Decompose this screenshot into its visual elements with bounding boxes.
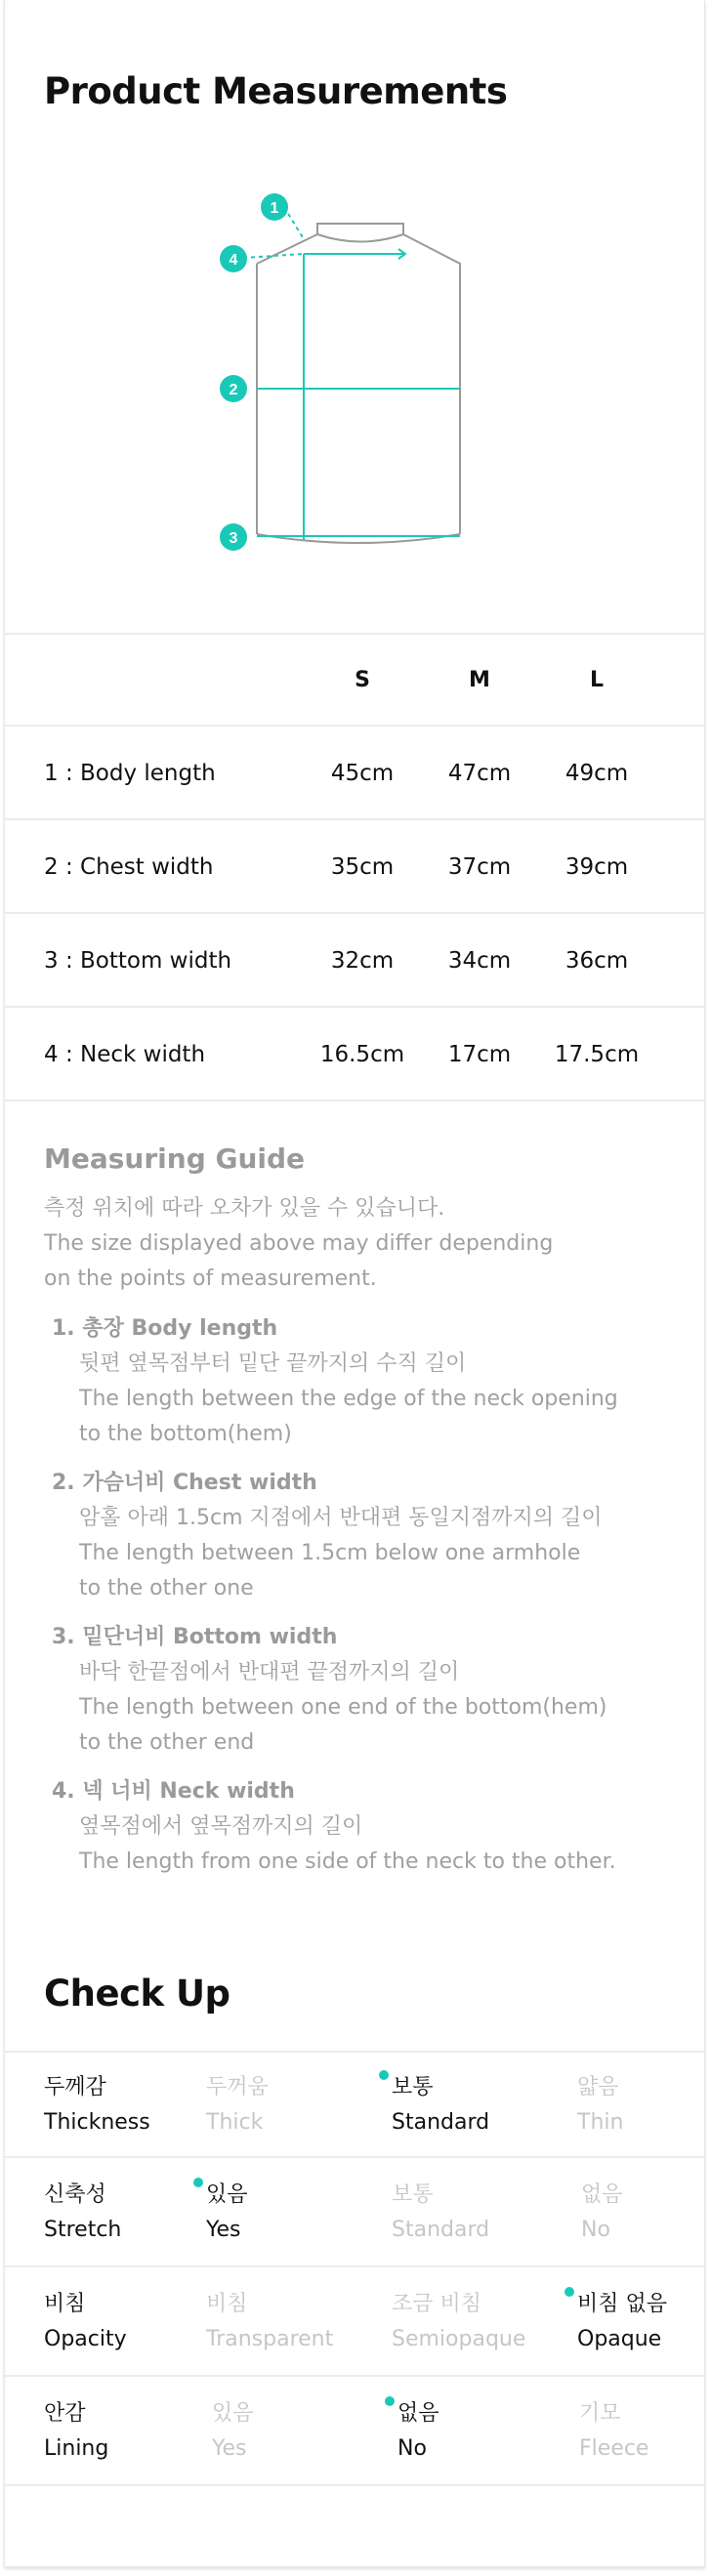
guide-item-line: 옆목점에서 옆목점까지의 길이	[79, 1814, 363, 1839]
divider	[5, 2051, 704, 2053]
checkup-option-standard	[392, 2178, 489, 2248]
marker-3-label: 3	[229, 530, 238, 547]
guide-intro	[44, 1191, 553, 1297]
checkup-option-fleece	[579, 2396, 648, 2467]
option-ko: 보통	[392, 2182, 434, 2207]
marker-1-label: 1	[270, 200, 279, 217]
guide-item-body-length	[52, 1311, 618, 1452]
guide-item-line: 뒷편 옆목점부터 밑단 끝까지의 수직 길이	[79, 1351, 467, 1376]
option-ko: 조금 비침	[392, 2292, 482, 2316]
checkup-option-no-selected	[397, 2396, 439, 2467]
option-en: Thin	[577, 2110, 624, 2135]
row-label-bottom-width: 3 : Bottom width	[44, 948, 232, 974]
checkup-label-ko: 비침	[44, 2292, 86, 2316]
cell-neck-width-m: 17cm	[447, 1042, 512, 1067]
guide-item-title: 2. 가슴너비 Chest width	[52, 1471, 317, 1495]
selected-dot-icon	[385, 2396, 395, 2406]
checkup-label-ko: 두께감	[44, 2075, 106, 2099]
checkup-label-lining	[44, 2396, 108, 2467]
guide-item-line: to the other one	[79, 1576, 254, 1600]
divider	[5, 2375, 704, 2377]
option-en: No	[397, 2436, 427, 2461]
checkup-option-semiopaque	[392, 2287, 525, 2357]
option-en: Opaque	[577, 2327, 662, 2351]
guide-intro-line: The size displayed above may differ depending	[44, 1231, 554, 1256]
option-ko: 없음	[397, 2401, 439, 2426]
cell-chest-width-m: 37cm	[447, 854, 512, 880]
product-info-card	[4, 0, 705, 2567]
guide-item-title: 3. 밑단너비 Bottom width	[52, 1625, 338, 1649]
guide-item-line: to the bottom(hem)	[79, 1422, 292, 1446]
option-ko: 비침 없음	[577, 2292, 668, 2316]
option-ko: 보통	[392, 2075, 434, 2099]
guide-item-line: The length between 1.5cm below one armhole	[79, 1541, 581, 1565]
cell-chest-width-s: 35cm	[330, 854, 395, 880]
checkup-option-transparent	[206, 2287, 333, 2357]
size-header-s: S	[355, 668, 370, 692]
row-label-body-length: 1 : Body length	[44, 761, 216, 786]
option-en: Standard	[392, 2218, 490, 2242]
divider	[5, 912, 704, 914]
checkup-option-yes-selected	[206, 2178, 248, 2248]
option-ko: 있음	[206, 2182, 248, 2207]
guide-item-title: 1. 총장 Body length	[52, 1316, 278, 1341]
guide-intro-line: on the points of measurement.	[44, 1267, 377, 1291]
cell-neck-width-l: 17.5cm	[554, 1042, 640, 1067]
option-en: Thick	[206, 2110, 264, 2135]
cell-chest-width-l: 39cm	[565, 854, 629, 880]
checkup-label-opacity	[44, 2287, 127, 2357]
divider	[5, 725, 704, 727]
marker-4	[220, 245, 247, 272]
cell-neck-width-s: 16.5cm	[319, 1042, 405, 1067]
checkup-label-en: Stretch	[44, 2218, 122, 2242]
option-ko: 두꺼움	[206, 2075, 269, 2099]
guide-item-neck-width	[52, 1774, 616, 1880]
divider	[5, 818, 704, 820]
divider	[5, 1006, 704, 1008]
checkup-label-ko: 안감	[44, 2401, 86, 2426]
cell-body-length-l: 49cm	[565, 761, 629, 786]
checkup-option-yes	[212, 2396, 254, 2467]
option-ko: 비침	[206, 2292, 248, 2316]
option-en: Semiopaque	[392, 2327, 526, 2351]
divider	[5, 2156, 704, 2158]
selected-dot-icon	[193, 2178, 203, 2187]
guide-item-line: 바닥 한끝점에서 반대편 끝점까지의 길이	[79, 1660, 460, 1684]
checkup-option-standard-selected	[392, 2070, 489, 2140]
marker-3	[220, 523, 247, 551]
marker-2-label: 2	[229, 382, 238, 398]
row-label-chest-width: 2 : Chest width	[44, 854, 214, 880]
option-en: Standard	[392, 2110, 490, 2135]
page-title: Product Measurements	[44, 70, 508, 112]
option-en: Fleece	[579, 2436, 649, 2461]
divider	[5, 2265, 704, 2267]
row-label-neck-width: 4 : Neck width	[44, 1042, 206, 1067]
checkup-option-no	[581, 2178, 623, 2248]
measurement-diagram	[200, 181, 483, 561]
guide-item-chest-width	[52, 1466, 603, 1606]
selected-dot-icon	[565, 2287, 574, 2297]
option-en: Yes	[206, 2218, 241, 2242]
option-ko: 있음	[212, 2401, 254, 2426]
guide-item-bottom-width	[52, 1620, 606, 1761]
checkup-title: Check Up	[44, 1973, 230, 2015]
guide-title: Measuring Guide	[44, 1143, 306, 1175]
marker-1	[261, 193, 288, 221]
size-header-l: L	[589, 668, 605, 692]
guide-item-title: 4. 넥 너비 Neck width	[52, 1779, 295, 1804]
option-en: No	[581, 2218, 610, 2242]
guide-item-line: The length between one end of the bottom(hem)	[79, 1695, 607, 1720]
checkup-label-en: Opacity	[44, 2327, 127, 2351]
cell-body-length-s: 45cm	[330, 761, 395, 786]
option-en: Yes	[212, 2436, 247, 2461]
checkup-label-stretch	[44, 2178, 121, 2248]
checkup-option-thin	[577, 2070, 623, 2140]
guide-item-line: The length between the edge of the neck opening	[79, 1387, 618, 1411]
selected-dot-icon	[379, 2070, 389, 2080]
option-en: Transparent	[206, 2327, 334, 2351]
checkup-label-en: Lining	[44, 2436, 109, 2461]
guide-intro-line: 측정 위치에 따라 오차가 있을 수 있습니다.	[44, 1196, 445, 1221]
size-header-m: M	[469, 668, 490, 692]
divider	[5, 1100, 704, 1101]
checkup-label-ko: 신축성	[44, 2182, 106, 2207]
guide-item-line: to the other end	[79, 1730, 255, 1755]
checkup-label-thickness	[44, 2070, 150, 2140]
checkup-label-en: Thickness	[44, 2110, 150, 2135]
option-ko: 없음	[581, 2182, 623, 2207]
option-ko: 기모	[579, 2401, 621, 2426]
guide-item-line: The length from one side of the neck to the other.	[79, 1849, 616, 1874]
garment-outline	[257, 224, 460, 534]
garment-collar	[317, 234, 403, 242]
option-ko: 얇음	[577, 2075, 619, 2099]
cell-bottom-width-l: 36cm	[565, 948, 629, 974]
guide-item-line: 암홀 아래 1.5cm 지점에서 반대편 동일지점까지의 길이	[79, 1506, 603, 1530]
divider	[5, 2484, 704, 2486]
divider	[5, 633, 704, 635]
cell-bottom-width-s: 32cm	[330, 948, 395, 974]
checkup-option-thick	[206, 2070, 269, 2140]
cell-bottom-width-m: 34cm	[447, 948, 512, 974]
marker-2	[220, 375, 247, 402]
checkup-option-opaque-selected	[577, 2287, 667, 2357]
marker-4-label: 4	[229, 252, 238, 269]
cell-body-length-m: 47cm	[447, 761, 512, 786]
